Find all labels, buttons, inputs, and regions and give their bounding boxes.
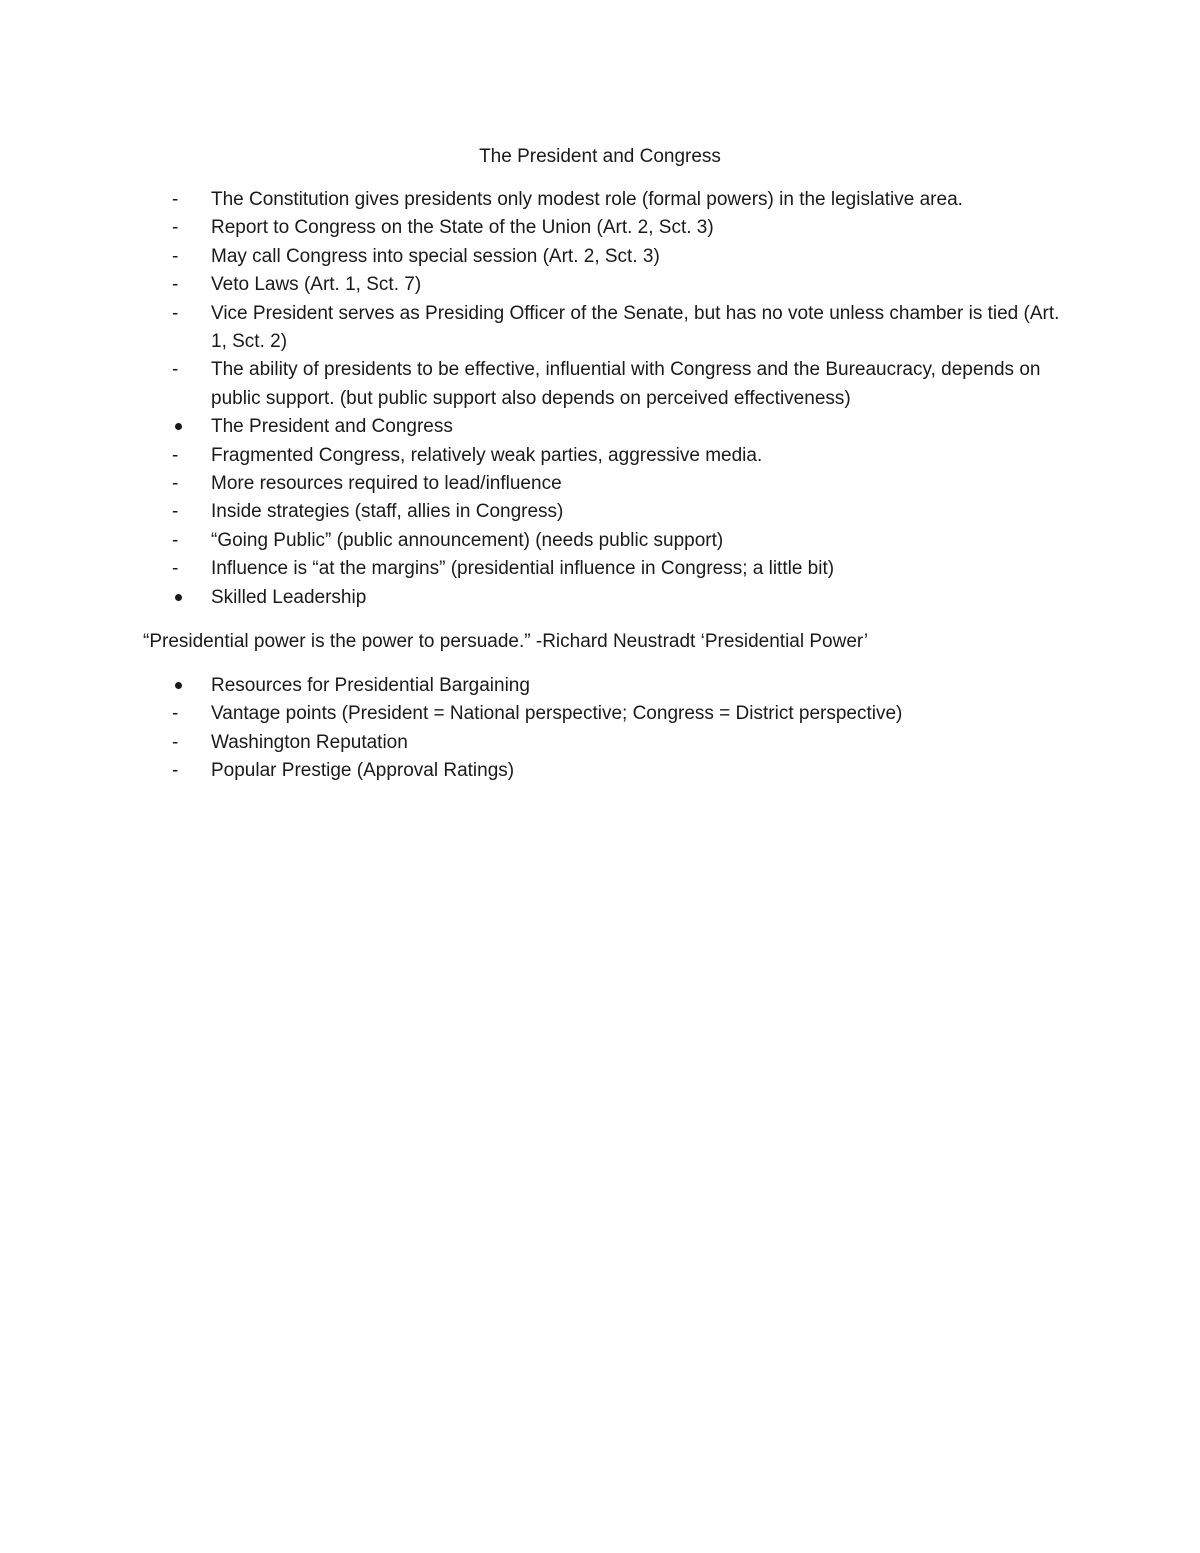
dash-marker — [172, 271, 192, 299]
list-item — [0, 470, 1061, 498]
list-item — [0, 584, 1061, 612]
list-item-text: Inside strategies (staff, allies in Congress) — [211, 501, 564, 523]
list-item-text: Veto Laws (Art. 1, Sct. 7) — [211, 274, 422, 296]
list-item — [0, 729, 1061, 757]
dash-marker — [172, 300, 192, 328]
list-item-text: Popular Prestige (Approval Ratings) — [211, 760, 515, 782]
dash-marker — [172, 470, 192, 498]
list-item-text: Vantage points (President = National perspective; Congress = District perspective) — [211, 703, 903, 725]
list-item — [0, 555, 1061, 583]
list-item-text: Fragmented Congress, relatively weak parties, aggressive media. — [211, 444, 763, 466]
dash-marker — [172, 186, 192, 214]
list-item-text: The Constitution gives presidents only modest role (formal powers) in the legislative area. — [211, 189, 963, 210]
list-item — [0, 498, 1061, 526]
dash-marker — [172, 214, 192, 242]
list-item-text: “Going Public” (public announcement) (needs public support) — [211, 529, 724, 551]
list-item-text: May call Congress into special session (Art. 2, Sct. 3) — [211, 245, 660, 267]
list-item — [0, 757, 1061, 785]
list-item-text: Skilled Leadership — [211, 586, 367, 608]
list-item-text: Resources for Presidential Bargaining — [211, 675, 530, 696]
dash-marker — [172, 555, 192, 583]
notes-list-1 — [0, 186, 1200, 612]
list-item-text: Vice President serves as Presiding Officer of the Senate, but has no vote unless chamber is tied (Art. 1, Sct. 2) — [211, 302, 1060, 353]
dash-marker — [172, 243, 192, 271]
dash-marker — [172, 442, 192, 470]
list-item-text: Washington Reputation — [211, 731, 408, 753]
dash-marker — [172, 356, 192, 384]
notes-list-2 — [0, 672, 1200, 786]
page-title: The President and Congress — [479, 146, 721, 167]
dash-marker — [172, 729, 192, 757]
dash-marker — [172, 757, 192, 785]
list-item — [0, 442, 1061, 470]
list-item — [0, 700, 1061, 728]
dash-marker — [172, 527, 192, 555]
quote-paragraph: “Presidential power is the power to persuade.” -Richard Neustradt ‘Presidential Power’ — [143, 631, 869, 652]
list-item — [0, 527, 1061, 555]
list-item-text: Influence is “at the margins” (presidential influence in Congress; a little bit) — [211, 558, 835, 580]
list-item — [0, 300, 1061, 357]
list-item — [0, 672, 1061, 700]
list-item — [0, 413, 1061, 441]
list-item — [0, 356, 1061, 413]
list-item-text: Report to Congress on the State of the Union (Art. 2, Sct. 3) — [211, 217, 714, 239]
list-item-text: The President and Congress — [211, 416, 453, 438]
dash-marker — [172, 498, 192, 526]
list-item — [0, 214, 1061, 242]
list-item — [0, 271, 1061, 299]
list-item — [0, 243, 1061, 271]
list-item-text: More resources required to lead/influence — [211, 473, 562, 495]
list-item — [0, 186, 1061, 214]
list-item-text: The ability of presidents to be effective, influential with Congress and the Bureaucracy, depends on public support. (but public support also depends on perceived effectiveness) — [211, 359, 1041, 409]
dash-marker — [172, 700, 192, 728]
